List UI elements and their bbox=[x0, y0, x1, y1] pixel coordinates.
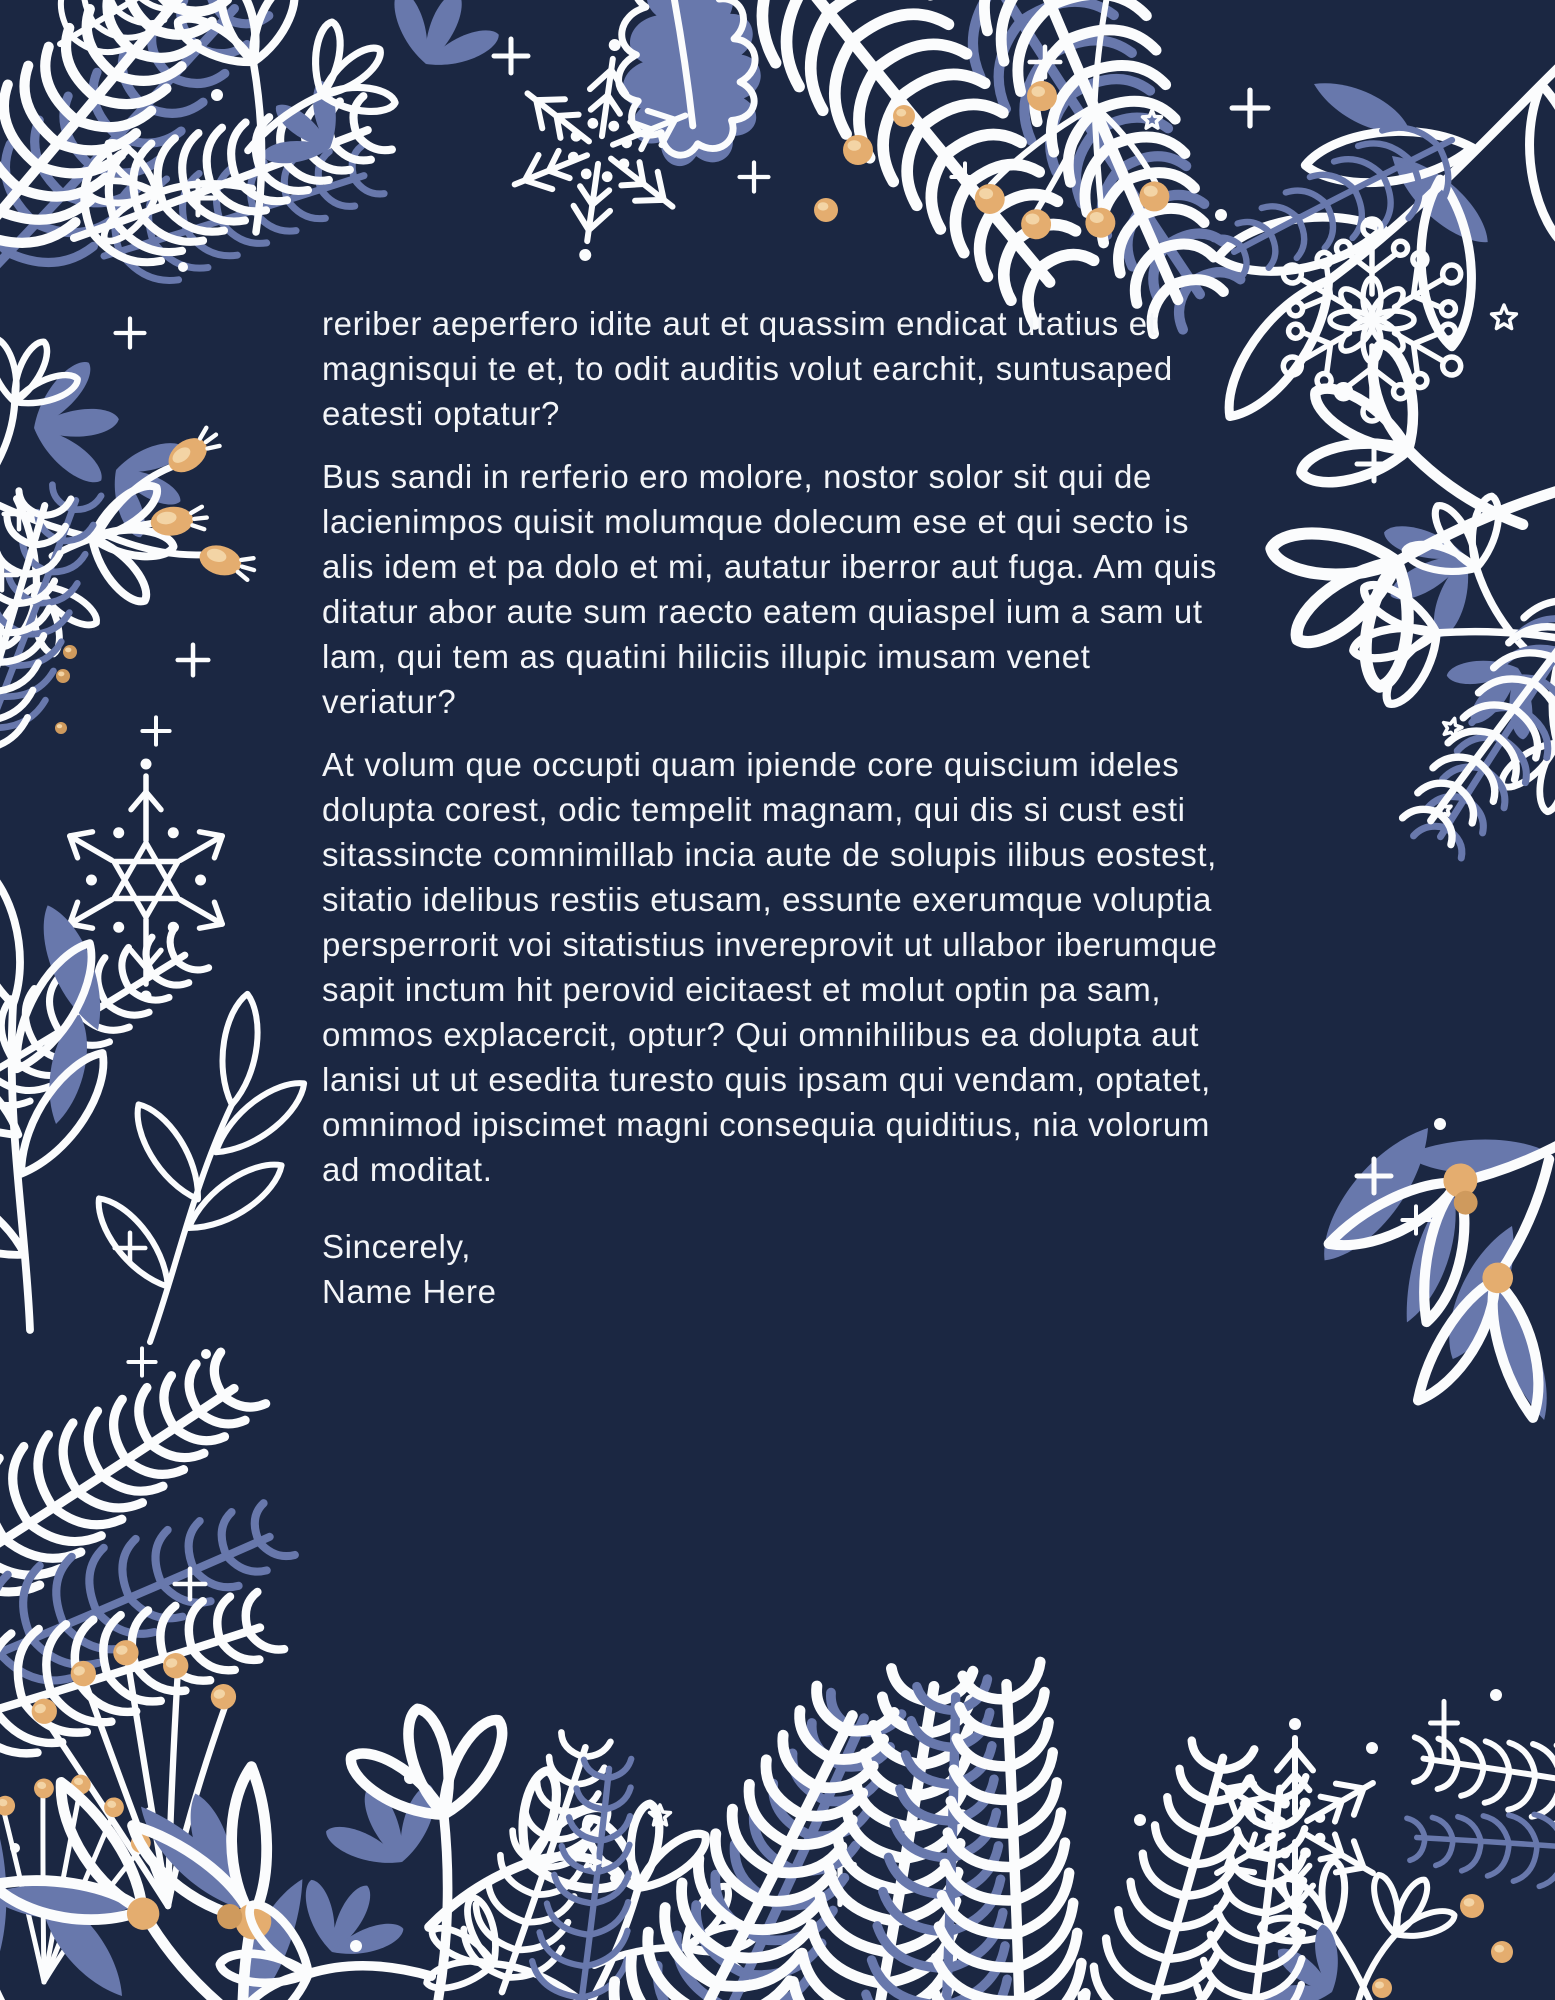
letter-closing: Sincerely, bbox=[322, 1228, 472, 1265]
letter-paragraph: reriber aeperfero idite aut et quassim endicat utatius et magnisqui te et, to odit auditis volut earchit, suntusaped eatesti optatur? bbox=[322, 305, 1173, 432]
letter-paragraph: Bus sandi in rerferio ero molore, nostor solor sit qui de lacienimpos quisit molumque dolecum ese et qui secto is alis idem et pa dolo et mi, autatur iberror aut fuga. Am quis ditatur abor aute sum raecto eatem quiaspel ium a sam ut lam, qui tem as quatini hiliciis illupic imusam venet veriatur? bbox=[322, 458, 1218, 720]
letter-body bbox=[322, 301, 1230, 1314]
letter-signature: Name Here bbox=[322, 1273, 497, 1310]
letter-paragraph: At volum que occupti quam ipiende core quiscium ideles dolupta corest, odic tempelit magnam, qui dis si cust esti sitassincte comnimillab incia aute de solupis ilibus eostest, sitatio idelibus restiis etusam, essunte exerumque voluptia persperrorit voi sitatistius invereprovit ut ullabor iberumque sapit inctum hit perovid eicitaest et molut optin pa sam, ommos explacercit, optur? Qui omnihilibus ea dolupta aut lanisi ut ut esedita turesto quis ipsam qui vendam, optatet, omnimod ipiscimet magni consequia quiditius, nia volorum ad moditat. bbox=[322, 746, 1218, 1188]
